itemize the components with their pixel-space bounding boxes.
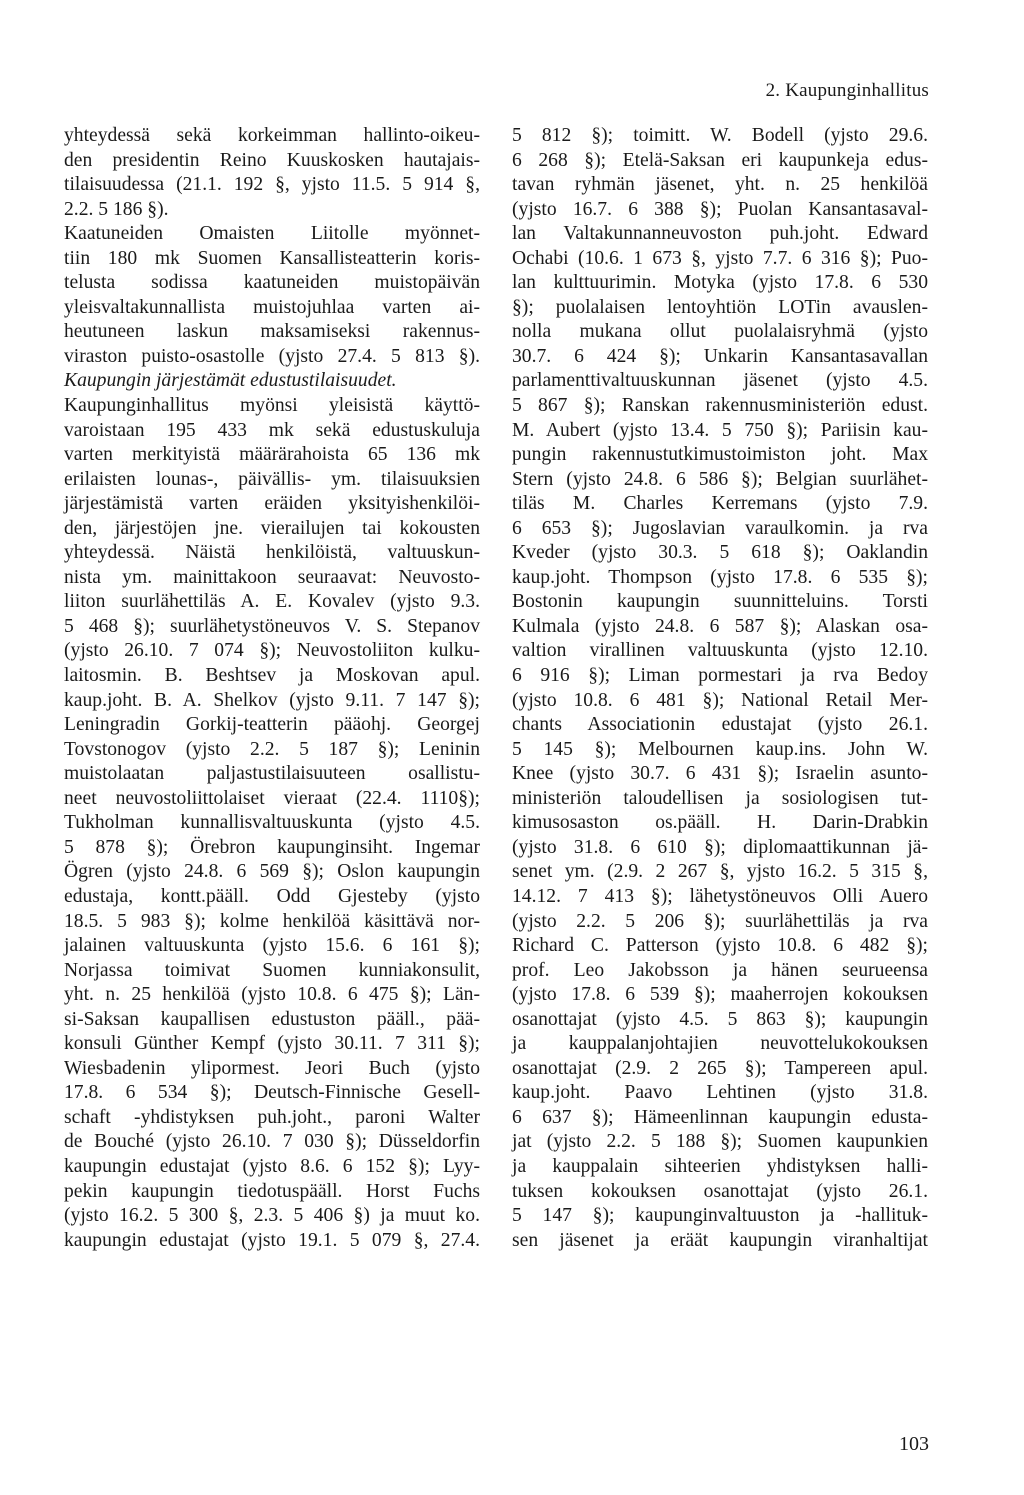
- text-line: 5 867 §); Ranskan rakennusministeriön edust.: [512, 395, 928, 417]
- text-line: (yjsto 2.2. 5 206 §); suurlähettiläs ja rva: [512, 910, 928, 932]
- text-line: 6 916 §); Liman pormestari ja rva Bedoy: [512, 665, 928, 687]
- text-line: osanottajat (yjsto 4.5. 5 863 §); kaupungin: [512, 1008, 928, 1030]
- text-line: jat (yjsto 2.2. 5 188 §); Suomen kaupunkien: [512, 1131, 928, 1153]
- text-line: ja kauppalanjohtajien neuvottelukokouksen: [512, 1033, 928, 1055]
- text-line: Knee (yjsto 30.7. 6 431 §); Israelin asunto-: [512, 763, 928, 785]
- text-line: Leningradin Gorkij-teatterin pääohj. Georgej: [64, 714, 480, 736]
- text-line: 5 147 §); kaupunginvaltuuston ja -hallituk-: [512, 1205, 928, 1227]
- text-line: kaup.joht. B. A. Shelkov (yjsto 9.11. 7 147 §);: [64, 689, 480, 711]
- text-line: Ochabi (10.6. 1 673 §, yjsto 7.7. 6 316 §); Puo-: [512, 247, 928, 269]
- text-line: (yjsto 26.10. 7 074 §); Neuvostoliiton kulku-: [64, 640, 480, 662]
- text-line: (yjsto 31.8. 6 610 §); diplomaattikunnan jä-: [512, 836, 928, 858]
- page-number: 103: [899, 1433, 929, 1455]
- text-line: liiton suurlähettiläs A. E. Kovalev (yjsto 9.3.: [64, 591, 480, 613]
- text-line: kaup.joht. Thompson (yjsto 17.8. 6 535 §);: [512, 566, 928, 588]
- text-line: tilaisuudessa (21.1. 192 §, yjsto 11.5. 5 914 §,: [64, 174, 480, 196]
- text-line: yhteydessä sekä korkeimman hallinto-oikeu-: [64, 125, 480, 146]
- left-column: [64, 124, 480, 1253]
- running-header: 2. Kaupunginhallitus: [765, 80, 929, 101]
- text-line: yht. n. 25 henkilöä (yjsto 10.8. 6 475 §); Län-: [64, 984, 480, 1006]
- text-line: lan Valtakunnanneuvoston puh.joht. Edward: [512, 223, 928, 245]
- text-line: kimusosaston os.pääll. H. Darin-Drabkin: [512, 812, 928, 834]
- text-line: 5 145 §); Melbournen kaup.ins. John W.: [512, 738, 928, 760]
- text-line: kaup.joht. Paavo Lehtinen (yjsto 31.8.: [512, 1082, 928, 1104]
- text-line: yhteydessä. Näistä henkilöistä, valtuuskun-: [64, 542, 480, 564]
- text-line: muistolaatan paljastustilaisuuteen osallistu-: [64, 763, 480, 785]
- text-line: tuksen kokouksen osanottajat (yjsto 26.1.: [512, 1180, 928, 1202]
- text-line: Kaatuneiden Omaisten Liitolle myönnet-: [64, 223, 480, 245]
- text-line: M. Aubert (yjsto 13.4. 5 750 §); Pariisin kau-: [512, 419, 928, 441]
- text-line: varoistaan 195 433 mk sekä edustuskuluja: [64, 419, 480, 441]
- text-line: tavan ryhmän jäsenet, yht. n. 25 henkilöä: [512, 174, 928, 196]
- text-line: 5 812 §); toimitt. W. Bodell (yjsto 29.6.: [512, 125, 928, 146]
- text-line: laitosmin. B. Beshtsev ja Moskovan apul.: [64, 665, 480, 687]
- text-line: 17.8. 6 534 §); Deutsch-Finnische Gesell-: [64, 1082, 480, 1104]
- text-line: den, järjestöjen jne. vierailujen tai kokousten: [64, 517, 480, 539]
- text-line: kaupungin edustajat (yjsto 19.1. 5 079 §, 27.4.: [64, 1229, 480, 1251]
- text-line: 5 468 §); suurlähetystöneuvos V. S. Stepanov: [64, 615, 480, 637]
- text-line: Bostonin kaupungin suunnitteluins. Torsti: [512, 591, 928, 613]
- text-line: edustaja, kontt.pääll. Odd Gjesteby (yjsto: [64, 885, 480, 907]
- text-line: 18.5. 5 983 §); kolme henkilöä käsittävä nor-: [64, 910, 480, 932]
- text-line: 14.12. 7 413 §); lähetystöneuvos Olli Auero: [512, 885, 928, 907]
- section-heading: Kaupungin järjestämät edustustilaisuudet.: [64, 370, 397, 392]
- text-line: pekin kaupungin tiedotuspääll. Horst Fuchs: [64, 1180, 480, 1202]
- text-line: nista ym. mainittakoon seuraavat: Neuvosto-: [64, 566, 480, 588]
- text-line: osanottajat (2.9. 2 265 §); Tampereen apul.: [512, 1057, 928, 1079]
- text-line: §); puolalaisen lentoyhtiön LOTin avauslen-: [512, 296, 928, 318]
- text-line: nolla mukana ollut puolalaisryhmä (yjsto: [512, 321, 928, 343]
- text-line: prof. Leo Jakobsson ja hänen seurueensa: [512, 959, 928, 981]
- text-line: Norjassa toimivat Suomen kunniakonsulit,: [64, 959, 480, 981]
- text-line: chants Associationin edustajat (yjsto 26.1.: [512, 714, 928, 736]
- text-line: (yjsto 10.8. 6 481 §); National Retail Mer-: [512, 689, 928, 711]
- text-line: telusta sodissa kaatuneiden muistopäivän: [64, 272, 480, 294]
- text-line: tiläs M. Charles Kerremans (yjsto 7.9.: [512, 493, 928, 515]
- text-line: valtion virallinen valtuuskunta (yjsto 12.10.: [512, 640, 928, 662]
- text-line: 6 653 §); Jugoslavian varaulkomin. ja rva: [512, 517, 928, 539]
- text-line: 6 268 §); Etelä-Saksan eri kaupunkeja edus-: [512, 149, 928, 171]
- text-line: ministeriön taloudellisen ja sosiologisen tut-: [512, 787, 928, 809]
- text-line: Wiesbadenin ylipormest. Jeori Buch (yjsto: [64, 1057, 480, 1079]
- text-line: 6 637 §); Hämeenlinnan kaupungin edusta-: [512, 1106, 928, 1128]
- right-column: [512, 124, 928, 1253]
- text-line: neet neuvostoliittolaiset vieraat (22.4. 1110§);: [64, 787, 480, 809]
- text-line: 30.7. 6 424 §); Unkarin Kansantasavallan: [512, 345, 928, 367]
- text-line: 5 878 §); Örebron kaupunginsiht. Ingemar: [64, 836, 480, 858]
- text-line: de Bouché (yjsto 26.10. 7 030 §); Düsseldorfin: [64, 1131, 480, 1153]
- text-line: (yjsto 16.7. 6 388 §); Puolan Kansantasaval-: [512, 198, 928, 220]
- text-line: Ögren (yjsto 24.8. 6 569 §); Oslon kaupungin: [64, 861, 480, 883]
- text-line: Stern (yjsto 24.8. 6 586 §); Belgian suurlähet-: [512, 468, 928, 490]
- text-line: Kulmala (yjsto 24.8. 6 587 §); Alaskan osa-: [512, 615, 928, 637]
- text-line: den presidentin Reino Kuuskosken hautajais-: [64, 149, 480, 171]
- text-line: jalainen valtuuskunta (yjsto 15.6. 6 161 §);: [64, 935, 480, 957]
- text-line: heutuneen laskun maksamiseksi rakennus-: [64, 321, 480, 343]
- text-line: schaft -yhdistyksen puh.joht., paroni Walter: [64, 1106, 480, 1128]
- text-line: pungin rakennustutkimustoimiston joht. Max: [512, 444, 928, 466]
- text-line: tiin 180 mk Suomen Kansallisteatterin koris-: [64, 247, 480, 269]
- text-line: parlamenttivaltuuskunnan jäsenet (yjsto 4.5.: [512, 370, 928, 392]
- text-line: (yjsto 16.2. 5 300 §, 2.3. 5 406 §) ja muut ko.: [64, 1205, 480, 1227]
- text-line: järjestämistä varten eräiden yksityishenkilöi-: [64, 493, 480, 515]
- text-line: ja kauppalain sihteerien yhdistyksen halli-: [512, 1155, 928, 1177]
- text-line: Richard C. Patterson (yjsto 10.8. 6 482 §);: [512, 935, 928, 957]
- text-line: Kaupunginhallitus myönsi yleisistä käyttö-: [64, 395, 480, 417]
- text-line: Kveder (yjsto 30.3. 5 618 §); Oaklandin: [512, 542, 928, 564]
- text-line: (yjsto 17.8. 6 539 §); maaherrojen kokouksen: [512, 984, 928, 1006]
- text-line: kaupungin edustajat (yjsto 8.6. 6 152 §); Lyy-: [64, 1155, 480, 1177]
- text-line: erilaisten lounas-, päivällis- ym. tilaisuuksien: [64, 468, 480, 490]
- text-line: Tukholman kunnallisvaltuuskunta (yjsto 4.5.: [64, 812, 480, 834]
- text-line: yleisvaltakunnallista muistojuhlaa varten ai-: [64, 296, 480, 318]
- text-line: viraston puisto-osastolle (yjsto 27.4. 5 813 §).: [64, 345, 480, 367]
- text-line: konsuli Günther Kempf (yjsto 30.11. 7 311 §);: [64, 1033, 480, 1055]
- text-line: senet ym. (2.9. 2 267 §, yjsto 16.2. 5 315 §,: [512, 861, 928, 883]
- text-line: varten merkityistä määrärahoista 65 136 mk: [64, 444, 480, 466]
- text-line: si-Saksan kaupallisen edustuston pääll., pää-: [64, 1008, 480, 1030]
- text-line: lan kulttuurimin. Motyka (yjsto 17.8. 6 530: [512, 272, 928, 294]
- text-line: sen jäsenet ja eräät kaupungin viranhaltijat: [512, 1229, 928, 1251]
- text-line: Tovstonogov (yjsto 2.2. 5 187 §); Leninin: [64, 738, 480, 760]
- text-line: 2.2. 5 186 §).: [64, 198, 169, 220]
